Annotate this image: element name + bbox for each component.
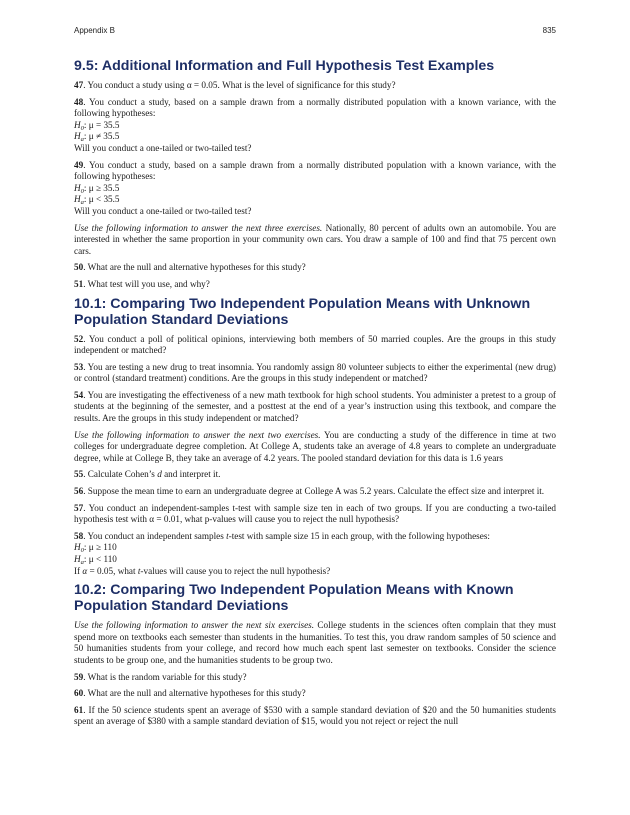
null-hypothesis: $H_0$: μ ≥ 110 [74,542,117,555]
exercise-53: 53. You are testing a new drug to treat insomnia. You randomly assign 80 volunteer subjects to either the experimental (new drug) or control (standard treatment) conditions. Are the groups in this study independent or matched? [74,361,556,384]
exercise-55: 55. Calculate Cohen’s d and interpret it. [74,469,221,480]
exercise-54: 54. You are investigating the effectiveness of a new math textbook for high school students. You administer a pretest to a group of students at the beginning of the semester, and a posttest at the end of a year’s instruction using this textbook, and compare the results. Are the groups in this study independent or matched? [74,389,556,424]
exercise-intro-50-52: Use the following information to answer the next three exercises. Nationally, 80 percent of adults own an automobile. You are interested in whether the same proportion in your community own cars. You draw a sample of 100 and find that 75 percent own cars. [74,222,556,256]
exercise-48: 48. You conduct a study, based on a sample drawn from a normally distributed population with a known variance, with the following hypotheses: $H_0$: μ = 35.5 $H_a$: μ ≠ 35.5 Will you conduct a one-tailed or two-tailed test? [74,96,556,153]
running-header [74,26,556,38]
section-heading-10-1: 10.1: Comparing Two Independent Population Means with Unknown Population Standard Deviations [74,295,531,328]
exercise-57: 57. You conduct an independent-samples t-test with sample size ten in each of two groups. If you are conducting a two-tailed hypothesis test with α = 0.01, what p-values will cause you to reject the null hypothesis? [74,502,556,525]
exercise-intro-59-64: Use the following information to answer the next six exercises. College students in the sciences often complain that they must spend more on textbooks each semester than students in the humanities. To test this, you draw random samples of 50 science and 50 humanities students from your college, and record how much each spent last semester on textbooks. Consider the science students to be group one, and the humanities students to be group two. [74,620,556,665]
section-heading-10-2: 10.2: Comparing Two Independent Population Means with Known Population Standard Deviations [74,582,514,615]
header-appendix-label: Appendix B [74,26,115,35]
header-page-number: 835 [542,26,556,35]
exercise-60: 60. What are the null and alternative hypotheses for this study? [74,688,306,699]
alternative-hypothesis: $H_a$: μ < 35.5 [74,194,120,207]
null-hypothesis: $H_0$: μ ≥ 35.5 [74,182,120,195]
exercise-52: 52. You conduct a poll of political opinions, interviewing both members of 50 married couples. Are the groups in this study independent or matched? [74,333,556,356]
exercise-61: 61. If the 50 science students spent an average of $530 with a sample standard deviation of $20 and the 50 humanities students spent an average of $380 with a sample standard deviation of $15, would you not reject or reject the null [74,704,557,727]
null-hypothesis: $H_0$: μ = 35.5 [74,119,120,132]
alternative-hypothesis: $H_a$: μ < 110 [74,554,117,566]
exercise-56: 56. Suppose the mean time to earn an undergraduate degree at College A was 5.2 years. Calculate the effect size and interpret it. [74,486,545,497]
document-body [74,58,556,733]
exercise-47: 47. You conduct a study using α = 0.05. What is the level of significance for this study? [74,80,396,90]
exercise-49: 49. You conduct a study, based on a sample drawn from a normally distributed population with a known variance, with the following hypotheses: $H_0$: μ ≥ 35.5 $H_a$: μ < 35.5 Will you conduct a one-tailed or two-tailed test? [74,159,556,216]
exercise-58: 58. You conduct an independent samples t-test with sample size 15 in each group, with the following hypotheses: $H_0$: μ ≥ 110 $H_a$: μ < 110 If α = 0.05, what t-values will cause you to reject the null hypothesis? [74,531,556,577]
exercise-59: 59. What is the random variable for this study? [74,671,247,682]
exercise-51: 51. What test will you use, and why? [74,278,210,289]
exercise-intro-55-56: Use the following information to answer the next two exercises. You are conducting a study of the difference in time at two colleges for undergraduate degree completion. At College A, students take an average of 4.8 years to complete an undergraduate degree, while at College B, they take an average of 4.2 years. The pooled standard deviation for this data is 1.6 years [74,429,556,463]
section-heading-9-5: 9.5: Additional Information and Full Hypothesis Test Examples [74,58,495,74]
alternative-hypothesis: $H_a$: μ ≠ 35.5 [74,131,120,144]
exercise-50: 50. What are the null and alternative hypotheses for this study? [74,262,306,273]
